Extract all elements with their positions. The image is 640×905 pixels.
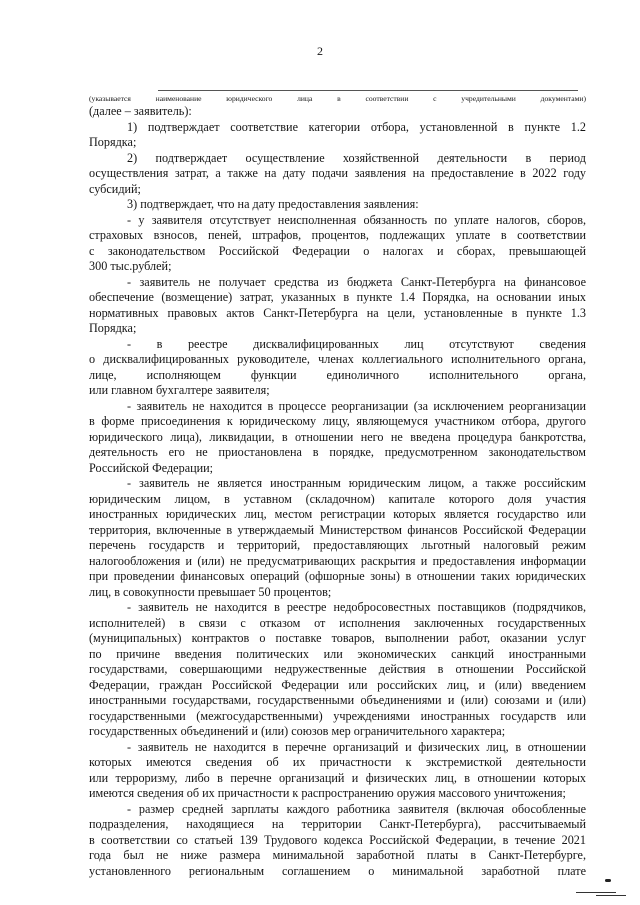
- text-line: Федерации, граждан Российской Федерации или российских лиц, и (или) введением: [89, 677, 586, 692]
- text-line: налогообложения и (или) не предусматривающих раскрытия и предоставления информации: [89, 553, 586, 568]
- text-line: территория, включенные в утверждаемый Министерством финансов Российской Федерации: [89, 522, 586, 537]
- text-line: 1) подтверждает соответствие категории отбора, установленной в пункте 1.2: [127, 119, 586, 134]
- text-line: страховых взносов, пеней, штрафов, процентов, подлежащих уплате в соответствии: [89, 228, 586, 242]
- text-line: государствами, совершающими недружественные действия в отношении Российской: [89, 662, 586, 676]
- text-line: субсидий;: [89, 181, 141, 196]
- text-line: подразделения, находящиеся на территории Санкт-Петербурга), рассчитываемый: [89, 817, 586, 831]
- page-number: 2: [317, 44, 323, 58]
- text-line: (муниципальных) контрактов о поставке товаров, выполнении работ, оказании услуг: [89, 631, 586, 645]
- text-line: Порядка;: [89, 135, 137, 149]
- text-line: - заявитель не находится в реестре недобросовестных поставщиков (подрядчиков,: [127, 600, 586, 614]
- text-line: которых имеются сведения об их причастности к экстремисткой деятельности: [89, 755, 586, 769]
- text-line: нормативных правовых актов Санкт-Петербурга на цели, установленные в пункте 1.3: [89, 305, 586, 320]
- text-line: или главном бухгалтере заявителя;: [89, 383, 270, 397]
- text-line: в форме присоединения к юридическому лицу, являющемуся участником отбора, другого: [89, 414, 586, 428]
- text-line: 3) подтверждает, что на дату предоставления заявления:: [127, 197, 419, 211]
- text-line: - размер средней зарплаты каждого работника заявителя (включая обособленные: [127, 801, 586, 816]
- scan-line: [576, 892, 616, 893]
- text-line: Российской Федерации;: [89, 460, 214, 475]
- text-line: юридического лица), ликвидации, в отношении него не введена процедура банкротства,: [89, 429, 586, 444]
- text-line: (далее – заявитель):: [89, 104, 192, 118]
- text-line: по причине введения политических или экономических санкций иностранными: [89, 646, 586, 661]
- text-line: государственными (межгосударственными) учреждениями иностранных государств или: [89, 708, 586, 723]
- text-line: с законодательством Российской Федерации о налогах и сборах, превышающей: [89, 243, 586, 258]
- text-line: - заявитель не находится в процессе реорганизации (за исключением реорганизации: [127, 398, 586, 413]
- text-line: исполнителей) в связи с отказом от исполнения заключенных государственных: [89, 615, 586, 630]
- applicant-name-underline: [158, 90, 578, 91]
- text-line: осуществления затрат, а также на дату подачи заявления на предоставление в 2022 году: [89, 166, 586, 180]
- text-line: иностранных юридических лиц, местом регистрации которых является государство или: [89, 507, 586, 521]
- text-line: - у заявителя отсутствует неисполненная обязанность по уплате налогов, сборов,: [127, 212, 586, 227]
- text-line: 2) подтверждает осуществление хозяйственной деятельности в период: [127, 150, 586, 165]
- text-line: - заявитель не получает средства из бюджета Санкт-Петербурга на финансовое: [127, 274, 586, 289]
- text-line: Порядка;: [89, 321, 137, 335]
- text-line: обеспечение (возмещение) затрат, указанных в пункте 1.4 Порядка, на основании иных: [89, 290, 586, 304]
- text-line: установленного региональным соглашением о минимальной заработной плате: [89, 863, 586, 878]
- text-line: юридическим лицом, в уставном (складочном) капитале которого доля участия: [89, 491, 586, 506]
- text-line: в соответствии со статьей 139 Трудового кодекса Российской Федерации, в течение 2021: [89, 832, 586, 847]
- underline-caption: (указывается наименование юридического лица в соответствии с учредительными документами): [89, 94, 586, 103]
- scan-line: [596, 895, 626, 896]
- text-line: 300 тыс.рублей;: [89, 259, 172, 273]
- text-line: при проведении финансовых операций (офшорные зоны) в отношении таких юридических: [89, 569, 586, 583]
- text-lines: [89, 104, 586, 879]
- document-body: [89, 94, 586, 879]
- text-line: - заявитель не находится в перечне организаций и физических лиц, в отношении: [127, 739, 586, 754]
- text-line: лиц, в совокупности превышает 50 процентов;: [89, 584, 332, 599]
- text-line: или терроризму, либо в перечне организаций и физических лиц, в отношении которых: [89, 770, 586, 785]
- text-line: перечень государств и территорий, предоставляющих льготный налоговый режим: [89, 538, 586, 552]
- text-line: о дисквалифицированных руководителе, членах коллегиального исполнительного органа,: [89, 352, 586, 366]
- text-line: лице, исполняющем функции единоличного исполнительного органа,: [89, 367, 586, 382]
- scan-mark: [605, 879, 611, 882]
- text-line: - в реестре дисквалифицированных лиц отсутствуют сведения: [127, 336, 586, 351]
- text-line: года был не ниже размера минимальной заработной платы в Санкт-Петербурге,: [89, 848, 586, 862]
- text-line: государственных объединений и (или) союзов мер ограничительного характера;: [89, 724, 506, 738]
- text-line: иностранными государствами, государственными объединениями и (или) союзами и (или): [89, 693, 586, 707]
- text-line: имеются сведения об их причастности к распространению оружия массового уничтожения;: [89, 786, 566, 800]
- text-line: - заявитель не является иностранным юридическим лицом, а также российским: [127, 476, 586, 490]
- text-line: деятельность его не приостановлена в порядке, предусмотренном законодательством: [89, 445, 586, 459]
